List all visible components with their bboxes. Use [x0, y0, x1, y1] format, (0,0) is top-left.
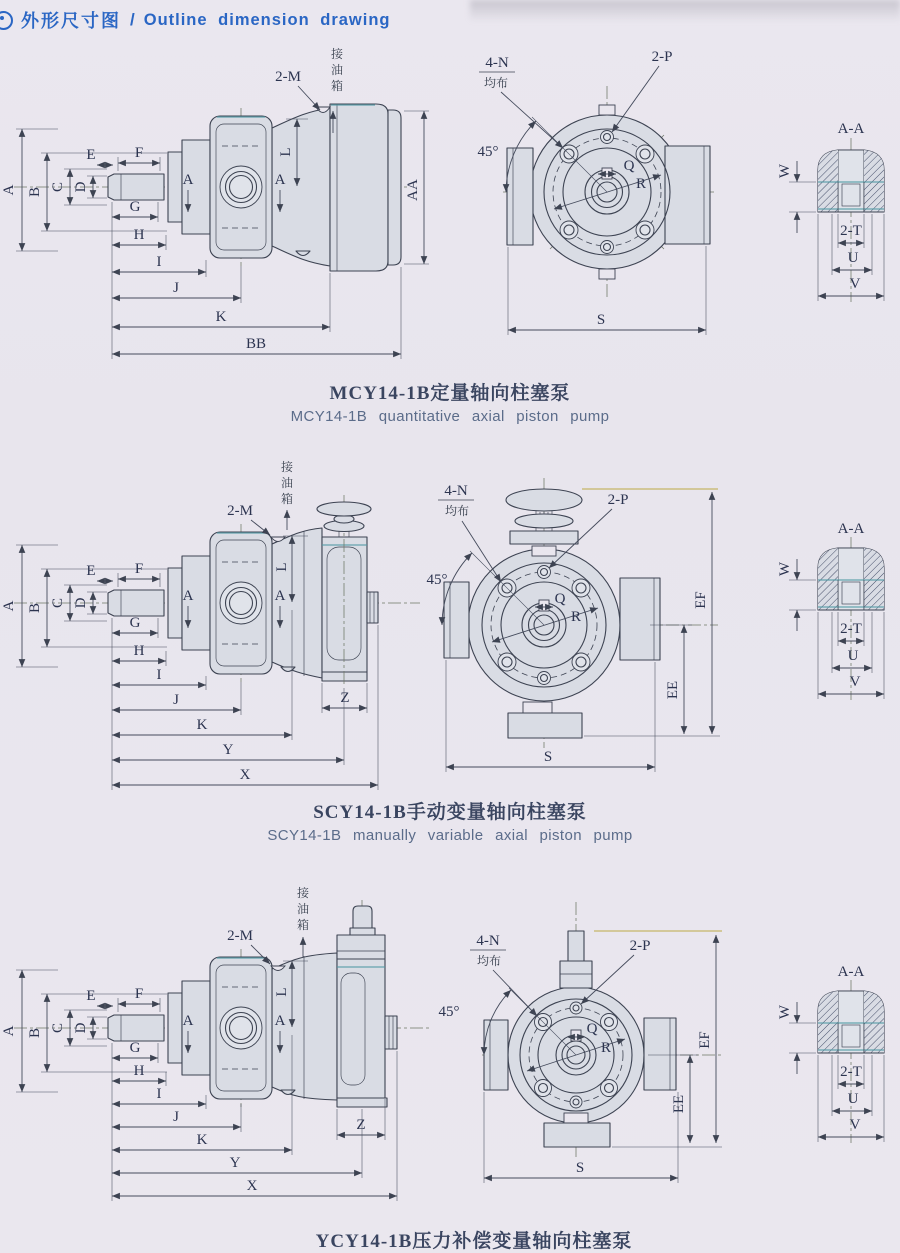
- oil-tank-label-char: 油: [280, 476, 294, 490]
- dim-E-label: E: [86, 563, 96, 579]
- dim-K-label: K: [196, 1132, 208, 1148]
- dim-V-label: V: [849, 276, 861, 292]
- dim-Z-label: Z: [340, 690, 350, 706]
- dim-X-label: X: [239, 767, 251, 783]
- dim-Q-label: Q: [623, 158, 635, 174]
- dim-G-label: G: [129, 1040, 141, 1056]
- dim-W-label: W: [777, 163, 793, 179]
- dim-B-label: B: [27, 1027, 43, 1039]
- dim-B-label: B: [27, 186, 43, 198]
- dim-S-label: S: [575, 1160, 585, 1176]
- dim-U-label: U: [847, 250, 859, 266]
- dim-X-label: X: [246, 1178, 258, 1194]
- caption-scy-zh: SCY14-1B手动变量轴向柱塞泵: [313, 802, 587, 823]
- dim-2P-label: 2-P: [651, 49, 673, 65]
- dim-J-label: J: [173, 1109, 179, 1125]
- dim-R-label: R: [635, 176, 647, 192]
- figure-ycy14-1b: [1, 885, 884, 1201]
- scy-front-view: [427, 478, 721, 772]
- evenly-spaced-label: 均布: [483, 76, 509, 90]
- dim-2M-label: 2-M: [275, 69, 301, 85]
- dim-AA-label: AA: [405, 179, 421, 201]
- dim-Q-label: Q: [554, 591, 566, 607]
- caption-mcy-en: MCY14-1B quantitative axial piston pump: [290, 408, 610, 425]
- dim-A-label: A: [1, 600, 17, 612]
- dim-EF-label: EF: [693, 591, 709, 609]
- dim-Z-label: Z: [356, 1117, 366, 1133]
- dim-L-label: L: [278, 147, 294, 157]
- section-mark-A: A: [274, 172, 286, 188]
- dim-W-label: W: [777, 1004, 793, 1020]
- dim-F-label: F: [134, 561, 144, 577]
- caption-scy14-1b: [0, 797, 900, 844]
- dim-I-label: I: [156, 667, 162, 683]
- dim-A-label: A: [1, 184, 17, 196]
- oil-tank-label-char: 油: [330, 63, 344, 77]
- evenly-spaced-label: 均布: [476, 954, 502, 968]
- keyway-slot: [602, 168, 612, 179]
- page-title-zh: 外形尺寸图: [21, 11, 121, 31]
- dim-E-label: E: [86, 147, 96, 163]
- figure-scy14-1b: [1, 459, 884, 790]
- dim-B-label: B: [27, 602, 43, 614]
- oil-tank-label-char: 箱: [330, 79, 344, 93]
- ycy-side-view: [14, 885, 430, 1107]
- dim-S-label: S: [543, 749, 553, 765]
- dim-G-label: G: [129, 615, 141, 631]
- figure-mcy14-1b: [1, 46, 884, 359]
- section-mark-A: A: [274, 1013, 286, 1029]
- dim-V-label: V: [849, 1117, 861, 1133]
- mcy-side-view: [14, 46, 410, 271]
- ycy-section-aa: [777, 964, 884, 1143]
- dim-C-label: C: [50, 1022, 66, 1034]
- caption-mcy14-1b: [0, 378, 900, 425]
- dim-45deg-label: 45°: [438, 1004, 460, 1020]
- dim-EE-label: EE: [665, 680, 681, 700]
- oil-tank-label-char: 箱: [280, 492, 294, 506]
- dim-I-label: I: [156, 1086, 162, 1102]
- dim-R-label: R: [570, 609, 582, 625]
- mcy-front-view: [478, 49, 717, 335]
- dim-S-label: S: [596, 312, 606, 328]
- dim-E-label: E: [86, 988, 96, 1004]
- dim-Q-label: Q: [586, 1021, 598, 1037]
- dim-C-label: C: [50, 597, 66, 609]
- section-aa-title: A-A: [837, 121, 865, 137]
- section-mark-A: A: [274, 588, 286, 604]
- dim-2M-label: 2-M: [227, 503, 253, 519]
- dim-A-label: A: [1, 1025, 17, 1037]
- dim-F-label: F: [134, 145, 144, 161]
- dim-J-label: J: [173, 692, 179, 708]
- oil-tank-label-char: 接: [280, 460, 294, 474]
- dim-W-label: W: [777, 561, 793, 577]
- dim-D-label: D: [73, 1022, 89, 1034]
- dim-2M-label: 2-M: [227, 928, 253, 944]
- mcy-section-aa: [777, 121, 884, 302]
- page-title-en: Outline dimension drawing: [143, 10, 391, 29]
- caption-scy-en: SCY14-1B manually variable axial piston pump: [267, 827, 633, 844]
- dim-C-label: C: [50, 181, 66, 193]
- section-mark-A: A: [182, 1013, 194, 1029]
- dim-H-label: H: [133, 643, 145, 659]
- dim-L-label: L: [274, 987, 290, 997]
- dim-H-label: H: [133, 1063, 145, 1079]
- oil-tank-label-char: 接: [296, 886, 310, 900]
- dim-U-label: U: [847, 648, 859, 664]
- dim-2P-label: 2-P: [607, 492, 629, 508]
- dim-H-label: H: [133, 227, 145, 243]
- dim-J-label: J: [173, 280, 179, 296]
- dim-D-label: D: [73, 597, 89, 609]
- dim-2T-label: 2-T: [840, 1064, 862, 1080]
- keyway-slot: [539, 600, 549, 611]
- dim-R-label: R: [600, 1040, 612, 1056]
- caption-ycy-zh: YCY14-1B压力补偿变量轴向柱塞泵: [315, 1231, 633, 1252]
- dim-V-label: V: [849, 674, 861, 690]
- dim-45deg-label: 45°: [426, 572, 448, 588]
- scy-section-aa: [777, 521, 884, 700]
- dim-4N-label: 4-N: [476, 933, 500, 949]
- dim-4N-label: 4-N: [485, 55, 509, 71]
- section-aa-title: A-A: [837, 964, 865, 980]
- dim-D-label: D: [73, 181, 89, 193]
- oil-tank-label-char: 油: [296, 902, 310, 916]
- dim-EF-label: EF: [697, 1031, 713, 1049]
- evenly-spaced-label: 均布: [444, 504, 470, 518]
- caption-ycy14-1b: [0, 1226, 900, 1253]
- dim-G-label: G: [129, 199, 141, 215]
- section-mark-A: A: [182, 172, 194, 188]
- compensator-front: [560, 931, 592, 988]
- dim-U-label: U: [847, 1091, 859, 1107]
- keyway-slot: [571, 1030, 581, 1041]
- dim-2P-label: 2-P: [629, 938, 651, 954]
- dim-K-label: K: [215, 309, 227, 325]
- dim-2T-label: 2-T: [840, 223, 862, 239]
- dim-BB-label: BB: [245, 336, 267, 352]
- scy-side-view: [14, 459, 420, 686]
- handwheel-front: [506, 489, 582, 556]
- dim-I-label: I: [156, 254, 162, 270]
- dim-K-label: K: [196, 717, 208, 733]
- dim-2T-label: 2-T: [840, 621, 862, 637]
- dim-4N-label: 4-N: [444, 483, 468, 499]
- oil-tank-label-char: 箱: [296, 918, 310, 932]
- dim-EE-label: EE: [671, 1094, 687, 1114]
- dim-L-label: L: [274, 562, 290, 572]
- oil-tank-label-char: 接: [330, 47, 344, 61]
- dim-Y-label: Y: [229, 1155, 241, 1171]
- ycy-front-view: [439, 902, 725, 1183]
- dim-F-label: F: [134, 986, 144, 1002]
- title-divider: /: [130, 10, 135, 29]
- dim-Y-label: Y: [222, 742, 234, 758]
- dim-45deg-label: 45°: [477, 144, 499, 160]
- caption-mcy-zh: MCY14-1B定量轴向柱塞泵: [329, 383, 571, 404]
- section-aa-title: A-A: [837, 521, 865, 537]
- section-mark-A: A: [182, 588, 194, 604]
